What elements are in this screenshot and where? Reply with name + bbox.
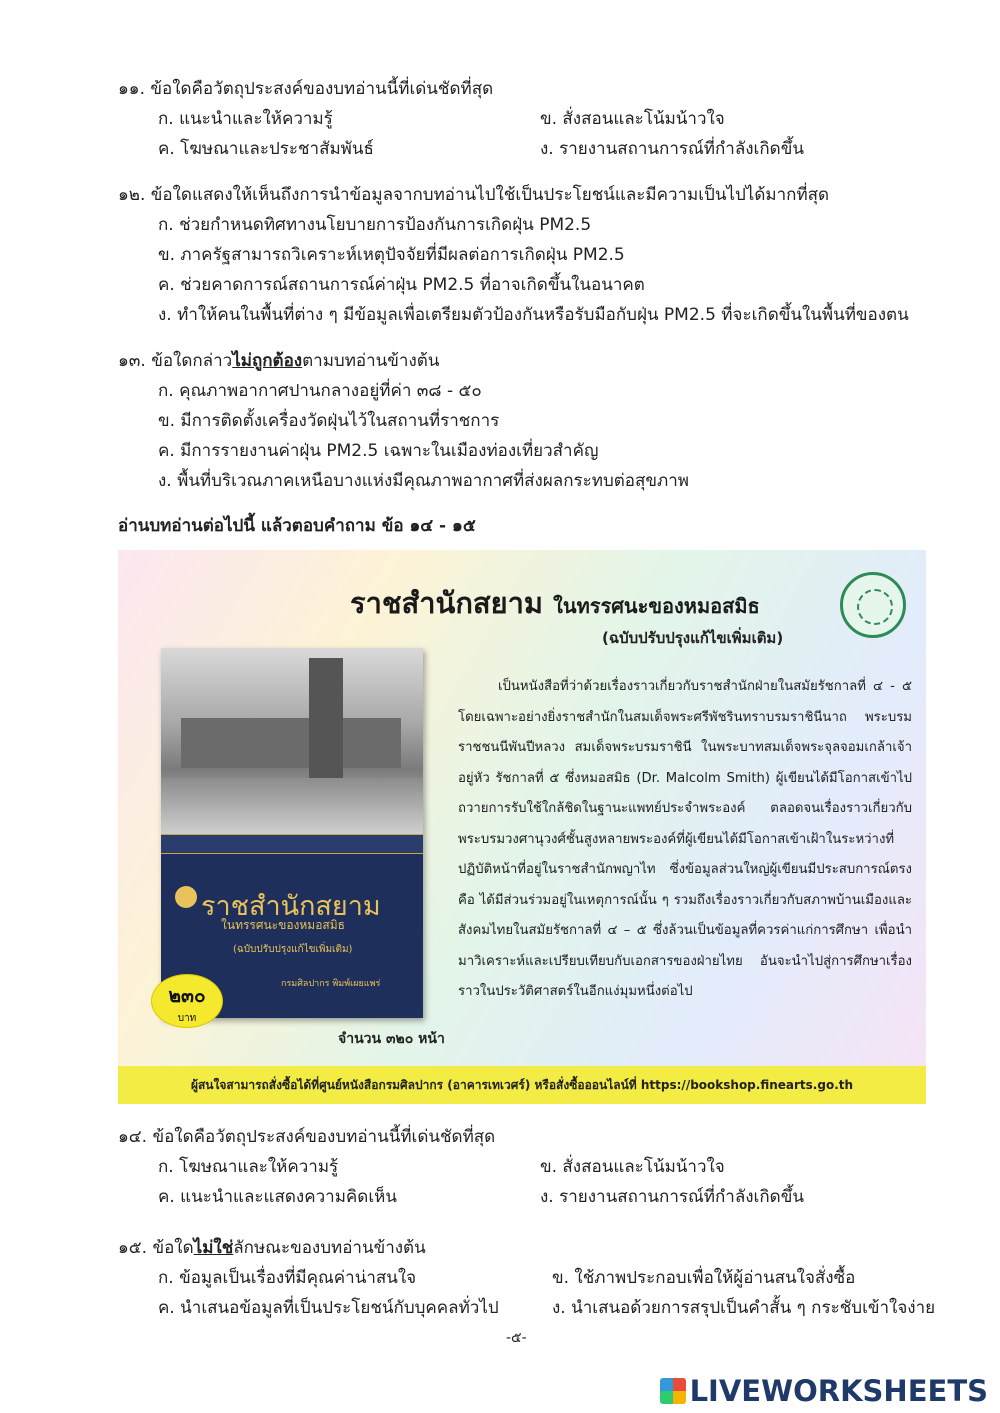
book-cover-photo bbox=[161, 648, 423, 834]
ad-description bbox=[458, 672, 912, 1008]
book-cover bbox=[161, 648, 423, 1018]
ground-shape bbox=[161, 778, 423, 834]
q15-option-a[interactable]: ก. ข้อมูลเป็นเรื่องที่มีคุณค่าน่าสนใจ bbox=[158, 1268, 417, 1288]
ad-footer: ผู้สนใจสามารถสั่งซื้อได้ที่ศูนย์หนังสือกรมศิลปากร (อาคารเทเวศร์) หรือสั่งซื้อออนไลน์ที่ https://bookshop.finearts.go.th bbox=[118, 1066, 926, 1104]
q15-stem-emphasis: ไม่ใช่ bbox=[193, 1238, 234, 1258]
ad-edition: (ฉบับปรับปรุงแก้ไขเพิ่มเติม) bbox=[602, 629, 784, 647]
question-13-stem bbox=[118, 346, 439, 376]
book-emblem-icon bbox=[175, 886, 197, 908]
q15-option-c[interactable]: ค. นำเสนอข้อมูลที่เป็นประโยชน์กับบุคคลทั่วไป bbox=[158, 1298, 499, 1318]
watermark-text: LIVEWORKSHEETS bbox=[689, 1374, 988, 1408]
q12-option-c[interactable]: ค. ช่วยคาดการณ์สถานการณ์ค่าฝุ่น PM2.5 ที่อาจเกิดขึ้นในอนาคต bbox=[158, 275, 645, 295]
page-count: จำนวน ๓๒๐ หน้า bbox=[338, 1031, 445, 1047]
price-value: ๒๓๐ bbox=[168, 985, 206, 1007]
liveworksheets-logo-icon bbox=[660, 1378, 686, 1404]
tower-shape bbox=[309, 658, 343, 778]
q12-option-a[interactable]: ก. ช่วยกำหนดทิศทางนโยบายการป้องกันการเกิดฝุ่น PM2.5 bbox=[158, 215, 592, 235]
q13-stem-emphasis: ไม่ถูกต้อง bbox=[232, 351, 303, 371]
book-cover-edition: (ฉบับปรับปรุงแก้ไขเพิ่มเติม) bbox=[233, 944, 353, 955]
question-11-stem: ๑๑. ข้อใดคือวัตถุประสงค์ของบทอ่านนี้ที่เด่นชัดที่สุด bbox=[118, 79, 494, 99]
q15-option-b[interactable]: ข. ใช้ภาพประกอบเพื่อให้ผู้อ่านสนใจสั่งซื้อ bbox=[552, 1268, 856, 1288]
q13-option-c[interactable]: ค. มีการรายงานค่าฝุ่น PM2.5 เฉพาะในเมืองท่องเที่ยวสำคัญ bbox=[158, 441, 599, 461]
q15-option-d[interactable]: ง. นำเสนอด้วยการสรุปเป็นคำสั้น ๆ กระชับเข้าใจง่าย bbox=[552, 1298, 936, 1318]
question-12-stem: ๑๒. ข้อใดแสดงให้เห็นถึงการนำข้อมูลจากบทอ่านไปใช้เป็นประโยชน์และมีความเป็นไปได้มากที่สุด bbox=[118, 185, 830, 205]
q11-option-a[interactable]: ก. แนะนำและให้ความรู้ bbox=[158, 109, 333, 129]
q14-option-c[interactable]: ค. แนะนำและแสดงความคิดเห็น bbox=[158, 1187, 397, 1207]
q13-option-b[interactable]: ข. มีการติดตั้งเครื่องวัดฝุ่นไว้ในสถานที่ราชการ bbox=[158, 411, 500, 431]
q11-option-d[interactable]: ง. รายงานสถานการณ์ที่กำลังเกิดขึ้น bbox=[540, 139, 804, 159]
q14-option-b[interactable]: ข. สั่งสอนและโน้มน้าวใจ bbox=[540, 1157, 725, 1177]
q11-option-c[interactable]: ค. โฆษณาและประชาสัมพันธ์ bbox=[158, 139, 374, 159]
ad-title-sub: ในทรรศนะของหมอสมิธ bbox=[553, 594, 760, 618]
ad-title-main: ราชสำนักสยาม bbox=[350, 586, 544, 620]
book-cover-publisher: กรมศิลปากร พิมพ์เผยแพร่ bbox=[281, 979, 381, 989]
question-15-stem bbox=[118, 1233, 426, 1263]
ad-description-text: เป็นหนังสือที่ว่าด้วยเรื่องราวเกี่ยวกับราชสำนักฝ่ายในสมัยรัชกาลที่ ๔ - ๕ โดยเฉพาะอย่างยิ่งราชสำนักในสมเด็จพระศรีพัชรินทราบรมราชินีนาถ พระบรมราชชนนีพันปีหลวง สมเด็จพระบรมราชินี ในพระบาทสมเด็จพระจุลจอมเกล้าเจ้าอยู่หัว รัชกาลที่ ๕ ซึ่งหมอสมิธ (Dr. Malcolm Smith) ผู้เขียนได้มีโอกาสเข้าไปถวายการรับใช้ใกล้ชิดในฐานะแพทย์ประจำพระองค์ ตลอดจนเรื่องราวเกี่ยวกับพระบรมวงศานุวงศ์ชั้นสูงหลายพระองค์ที่ผู้เขียนได้มีโอกาสเข้าเฝ้าในระหว่างที่ปฏิบัติหน้าที่อยู่ในราชสำนักพญาไท ซึ่งข้อมูลส่วนใหญ่ผู้เขียนมีประสบการณ์ตรงคือ ได้มีส่วนร่วมอยู่ในเหตุการณ์นั้น ๆ รวมถึงเรื่องราวเกี่ยวกับสภาพบ้านเมืองและสังคมไทยในสมัยรัชกาลที่ ๔ – ๕ ซึ่งล้วนเป็นข้อมูลที่ควรค่าแก่การศึกษา เพื่อนำมาวิเคราะห์และเปรียบเทียบกับเอกสารของฝ่ายไทย อันจะนำไปสู่การศึกษาเรื่องราวในประวัติศาสตร์ในอีกแง่มุมหนึ่งต่อไป bbox=[458, 679, 912, 999]
ad-title bbox=[350, 580, 760, 626]
q13-option-a[interactable]: ก. คุณภาพอากาศปานกลางอยู่ที่ค่า ๓๘ - ๕๐ bbox=[158, 381, 482, 401]
book-cover-subtitle: ในทรรศนะของหมอสมิธ bbox=[221, 918, 345, 932]
q13-option-d[interactable]: ง. พื้นที่บริเวณภาคเหนือบางแห่งมีคุณภาพอากาศที่ส่งผลกระทบต่อสุขภาพ bbox=[158, 471, 689, 491]
question-14-stem: ๑๔. ข้อใดคือวัตถุประสงค์ของบทอ่านนี้ที่เด่นชัดที่สุด bbox=[118, 1127, 496, 1147]
q12-option-b[interactable]: ข. ภาครัฐสามารถวิเคราะห์เหตุปัจจัยที่มีผลต่อการเกิดฝุ่น PM2.5 bbox=[158, 245, 625, 265]
fine-arts-seal-icon bbox=[840, 572, 906, 638]
price-badge bbox=[151, 974, 223, 1028]
building-shape bbox=[181, 718, 401, 768]
q15-stem-post: ลักษณะของบทอ่านข้างต้น bbox=[233, 1238, 426, 1258]
liveworksheets-watermark bbox=[660, 1374, 988, 1408]
book-cover-band bbox=[161, 834, 423, 854]
page-number: -๕- bbox=[506, 1330, 527, 1346]
q12-option-d[interactable]: ง. ทำให้คนในพื้นที่ต่าง ๆ มีข้อมูลเพื่อเตรียมตัวป้องกันหรือรับมือกับฝุ่น PM2.5 ที่จะเกิดขึ้นในพื้นที่ของตน bbox=[158, 305, 909, 325]
q13-stem-pre: ๑๓. ข้อใดกล่าว bbox=[118, 351, 233, 371]
q14-option-d[interactable]: ง. รายงานสถานการณ์ที่กำลังเกิดขึ้น bbox=[540, 1187, 804, 1207]
q13-stem-post: ตามบทอ่านข้างต้น bbox=[302, 351, 440, 371]
q11-option-b[interactable]: ข. สั่งสอนและโน้มน้าวใจ bbox=[540, 109, 725, 129]
book-cover-title: ราชสำนักสยาม bbox=[201, 891, 381, 922]
section-title: อ่านบทอ่านต่อไปนี้ แล้วตอบคำถาม ข้อ ๑๔ - ๑๕ bbox=[118, 516, 476, 536]
price-unit: บาท bbox=[177, 1013, 197, 1024]
q15-stem-pre: ๑๕. ข้อใด bbox=[118, 1238, 194, 1258]
q14-option-a[interactable]: ก. โฆษณาและให้ความรู้ bbox=[158, 1157, 339, 1177]
book-advertisement bbox=[118, 550, 926, 1104]
